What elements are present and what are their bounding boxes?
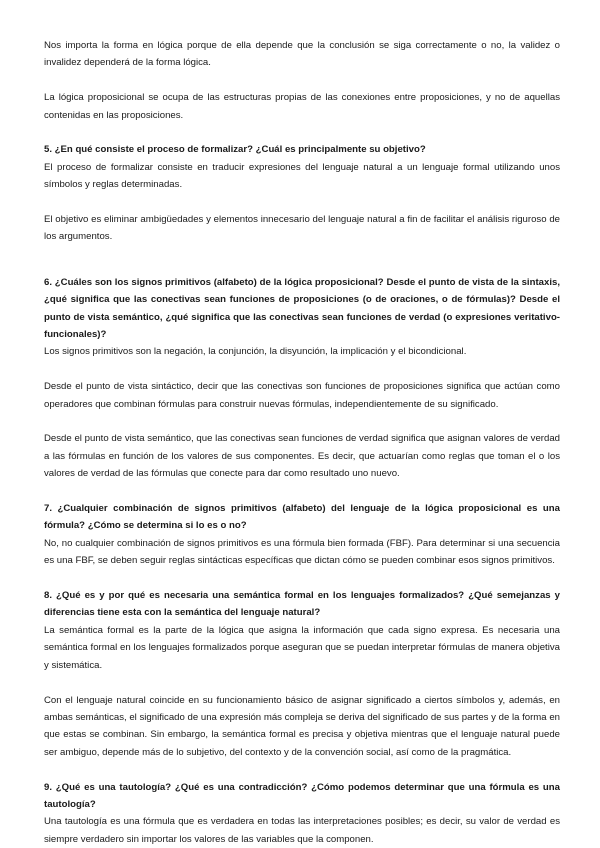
question-5: 5. ¿En qué consiste el proceso de formalizar? ¿Cuál es principalmente su objetivo? xyxy=(44,144,426,156)
question-6: 6. ¿Cuáles son los signos primitivos (alfabeto) de la lógica proposicional? Desde el punto de vista de la sintaxis, ¿qué significa que las conectivas sean funciones de proposiciones (o de oraciones, o de fórmulas)? Desde el punto de vista semántico, ¿qué significa que las conectivas sean funciones de verdad (o expresiones veritativo-funcionales)? xyxy=(44,276,560,341)
question-8: 8. ¿Qué es y por qué es necesaria una semántica formal en los lenguajes formalizados? ¿Qué semejanzas y diferencias tiene esta con la semántica del lenguaje natural? xyxy=(44,590,560,619)
question-9: 9. ¿Qué es una tautología? ¿Qué es una contradicción? ¿Cómo podemos determinar que una fórmula es una tautología? xyxy=(44,781,560,810)
answer-6-semantic: Desde el punto de vista semántico, que las conectivas sean funciones de verdad significa que asignan valores de verdad a las fórmulas en función de los valores de sus componentes. Es decir, que actuarían como reglas que toman el o los valores de verdad de las fórmulas que conecte para dar como resultado uno nuevo. xyxy=(44,433,560,480)
paragraph-propositional-logic: La lógica proposicional se ocupa de las estructuras propias de las conexiones entre proposiciones, y no de aquellas contenidas en las proposiciones. xyxy=(44,92,560,121)
answer-5-objective: El objetivo es eliminar ambigüedades y elementos innecesario del lenguaje natural a fin de facilitar el análisis riguroso de los argumentos. xyxy=(44,214,560,243)
answer-7: No, no cualquier combinación de signos primitivos es una fórmula bien formada (FBF). Para determinar si una secuencia es una FBF, se deben seguir reglas sintácticas específicas que dictan cómo se pueden combinar esos signos primitivos. xyxy=(44,537,560,567)
answer-6-syntactic: Desde el punto de vista sintáctico, decir que las conectivas son funciones de proposiciones significa que actúan como operadores que combinan fórmulas para construir nuevas fórmulas, independientemente de su significado. xyxy=(44,381,560,410)
answer-8-comparison: Con el lenguaje natural coincide en su funcionamiento básico de asignar significado a ciertos símbolos y, además, en ambas semánticas, el significado de una expresión más compleja se deriva del significado de sus partes y de la forma en que estas se combinan. Sin embargo, la semántica formal es precisa y objetiva mientras que el lenguaje natural puede ser ambiguo, depende más de lo subjetivo, del contexto y de la convención social, así como de la pragmática. xyxy=(44,694,560,758)
answer-8-definition: La semántica formal es la parte de la lógica que asigna la información que cada signo expresa. Es necesaria una semántica formal en los lenguajes formalizados porque aseguran que se puedan interpretar fórmulas de manera objetiva y sistemática. xyxy=(44,624,560,671)
answer-5-process: El proceso de formalizar consiste en traducir expresiones del lenguaje natural a un lenguaje formal utilizando unos símbolos y reglas determinadas. xyxy=(44,161,560,191)
answer-9-tautology: Una tautología es una fórmula que es verdadera en todas las interpretaciones posibles; es decir, su valor de verdad es siempre verdadero sin importar los valores de las variables que la componen. xyxy=(44,816,560,845)
question-7: 7. ¿Cualquier combinación de signos primitivos (alfabeto) del lenguaje de la lógica proposicional es una fórmula? ¿Cómo se determina si lo es o no? xyxy=(44,503,560,532)
paragraph-form-importance: Nos importa la forma en lógica porque de ella depende que la conclusión se siga correctamente o no, la validez o invalidez dependerá de la forma lógica. xyxy=(44,40,560,69)
answer-6-signs: Los signos primitivos son la negación, la conjunción, la disyunción, la implicación y el bicondicional. xyxy=(44,346,467,358)
